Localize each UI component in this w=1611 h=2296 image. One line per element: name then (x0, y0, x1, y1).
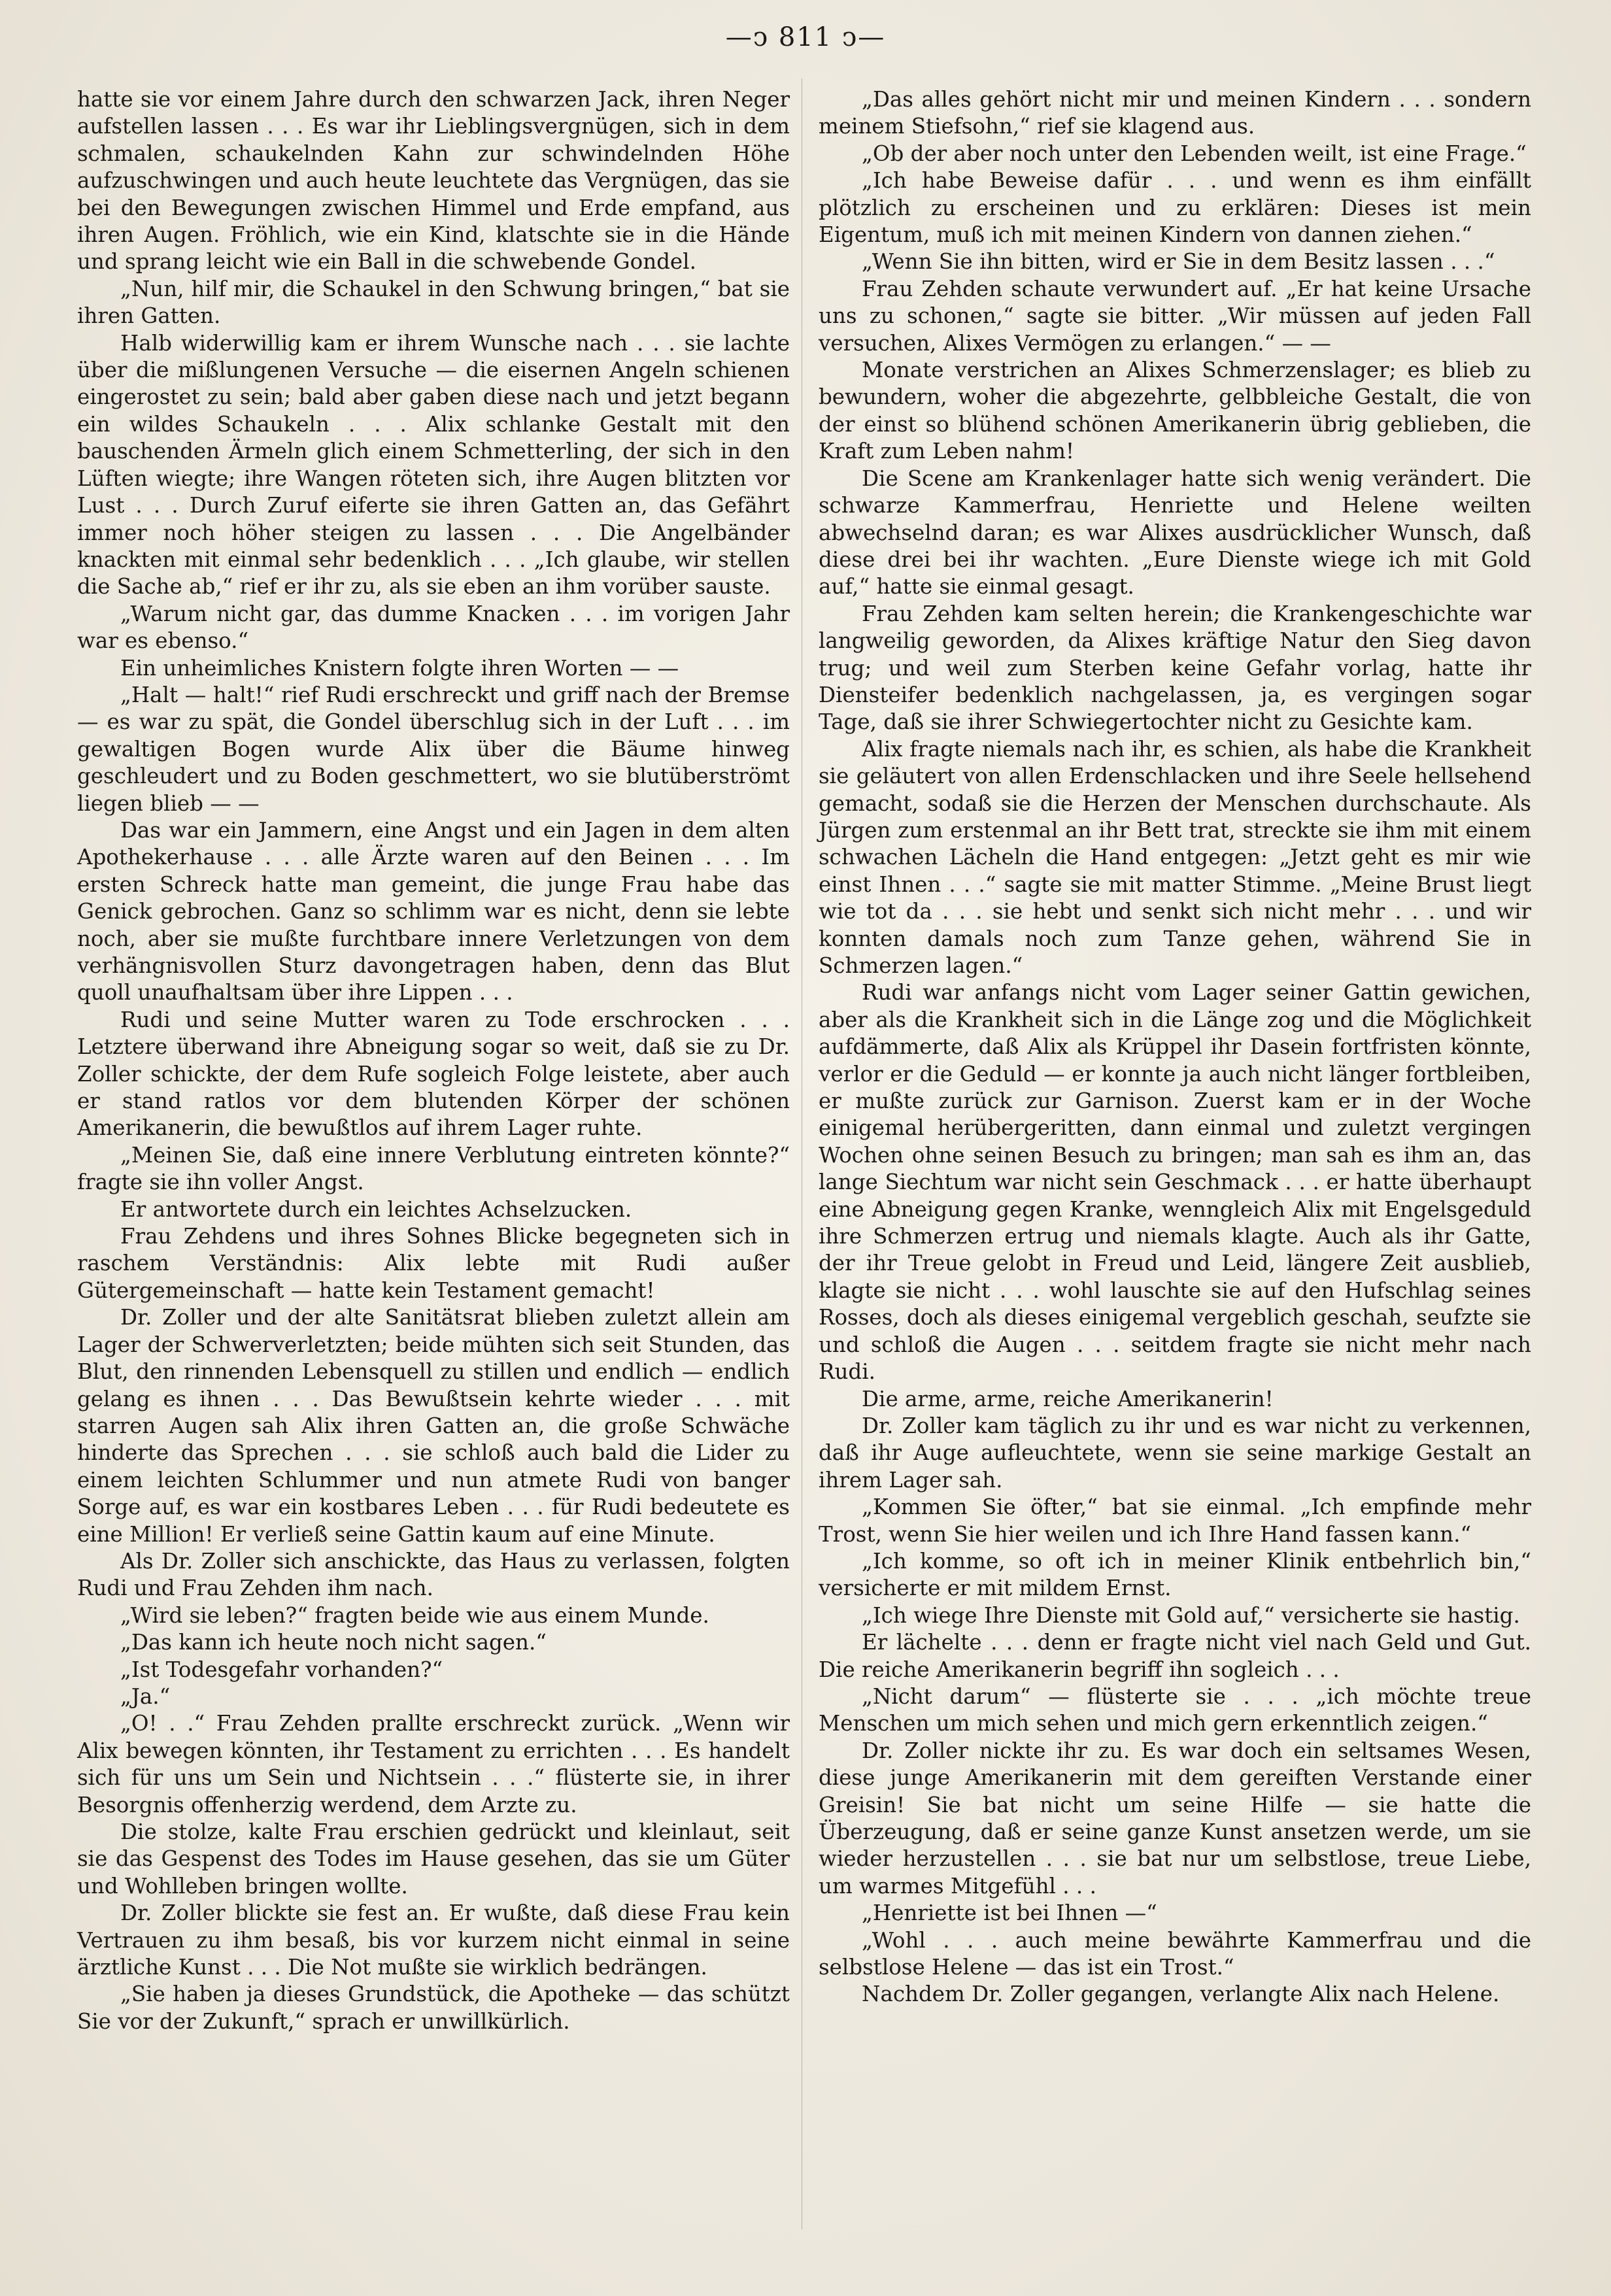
paragraph: „Das alles gehört nicht mir und meinen Kindern . . . sondern meinem Stiefsohn,“ rief sie klagend aus. (819, 87, 1531, 139)
paragraph: Frau Zehden schaute verwundert auf. „Er hat keine Ursache uns zu schonen,“ sagte sie bitter. „Wir müssen auf jeden Fall versuchen, Alixes Vermögen zu erlangen.“ — — (819, 276, 1531, 356)
paragraph: Dr. Zoller kam täglich zu ihr und es war nicht zu verkennen, daß ihr Auge aufleuchtete, wenn sie seine markige Gestalt an ihrem Lager sah. (819, 1413, 1531, 1493)
paragraph: Halb widerwillig kam er ihrem Wunsche nach . . . sie lachte über die mißlungenen Versuche — die eisernen Angeln schienen eingerostet zu sein; bald aber gaben diese nach und jetzt begann ein wildes Schaukeln . . . Alix schlanke Gestalt mit den bauschenden Ärmeln glich einem Schmetterling, der sich in den Lüften wiegte; ihre Wangen röteten sich, ihre Augen blitzten vor Lust . . . Durch Zuruf eiferte sie ihren Gatten an, das Gefährt immer noch höher steigen zu lassen . . . Die Angelbänder knackten mit einmal sehr bedenklich . . . „Ich glaube, wir stellen die Sache ab,“ rief er ihr zu, als sie eben an ihm vorüber sauste. (77, 330, 790, 599)
paragraph: „Henriette ist bei Ihnen —“ (862, 1900, 1157, 1926)
paragraph: „Warum nicht gar, das dumme Knacken . . . im vorigen Jahr war es ebenso.“ (77, 601, 790, 654)
paragraph: Die Scene am Krankenlager hatte sich wenig verändert. Die schwarze Kammerfrau, Henriette und Helene weilten abwechselnd daran; es war Alixes ausdrücklicher Wunsch, daß diese drei bei ihr wachten. „Eure Dienste wiege ich mit Gold auf,“ hatte sie einmal gesagt. (819, 465, 1531, 599)
paragraph: Monate verstrichen an Alixes Schmerzenslager; es blieb zu bewundern, woher die abgezehrte, gelbbleiche Gestalt, die von der einst so blühend schönen Amerikanerin übrig geblieben, die Kraft zum Leben nahm! (819, 358, 1531, 464)
paragraph: Er antwortete durch ein leichtes Achselzucken. (120, 1196, 632, 1222)
paragraph: „Das kann ich heute noch nicht sagen.“ (120, 1630, 547, 1655)
paragraph: „Sie haben ja dieses Grundstück, die Apotheke — das schützt Sie vor der Zukunft,“ sprach er unwillkürlich. (77, 1982, 790, 2034)
paragraph: Als Dr. Zoller sich anschickte, das Haus zu verlassen, folgten Rudi und Frau Zehden ihm nach. (77, 1548, 790, 1601)
paragraph: „Ich komme, so oft ich in meiner Klinik entbehrlich bin,“ versicherte er mit mildem Ernst. (819, 1548, 1531, 1601)
paragraph: Die stolze, kalte Frau erschien gedrückt und kleinlaut, seit sie das Gespenst des Todes im Hause gesehen, das sie um Güter und Wohlleben bringen wollte. (77, 1819, 790, 1899)
paragraph: „Ja.“ (120, 1683, 171, 1709)
paragraph: „Ich wiege Ihre Dienste mit Gold auf,“ versicherte sie hastig. (862, 1602, 1520, 1628)
paragraph: „Halt — halt!“ rief Rudi erschreckt und griff nach der Bremse — es war zu spät, die Gondel überschlug sich in der Luft . . . im gewaltigen Bogen wurde Alix über die Bäume hinweg geschleudert und zu Boden geschmettert, wo sie blutüberströmt liegen blieb — — (77, 682, 790, 816)
paragraph: Dr. Zoller nickte ihr zu. Es war doch ein seltsames Wesen, diese junge Amerikanerin mit dem gereiften Verstande einer Greisin! Sie bat nicht um seine Hilfe — sie hatte die Überzeugung, daß er seine ganze Kunst ansetzen werde, um sie wieder herzustellen . . . sie bat nur um selbstlose, treue Liebe, um warmes Mitgefühl . . . (819, 1738, 1531, 1899)
paragraph: Dr. Zoller blickte sie fest an. Er wußte, daß diese Frau kein Vertrauen zu ihm besaß, bis vor kurzem nicht einmal in seine ärztliche Kunst . . . Die Not mußte sie wirklich bedrängen. (77, 1900, 790, 1980)
paragraph: hatte sie vor einem Jahre durch den schwarzen Jack, ihren Neger aufstellen lassen . . . Es war ihr Lieblingsvergnügen, sich in dem schmalen, schaukelnden Kahn zur schwindelnden Höhe aufzuschwingen und auch heute leuchtete das Vergnügen, das sie bei den Bewegungen zwischen Himmel und Erde empfand, aus ihren Augen. Fröhlich, wie ein Kind, klatschte sie in die Hände und sprang leicht wie ein Ball in die schwebende Gondel. (77, 87, 790, 275)
paragraph: Ein unheimliches Knistern folgte ihren Worten — — (120, 655, 679, 681)
paragraph: „Ich habe Beweise dafür . . . und wenn es ihm einfällt plötzlich zu erscheinen und zu erklären: Dieses ist mein Eigentum, muß ich mit meinen Kindern von dannen ziehen.“ (819, 168, 1531, 248)
paragraph: Dr. Zoller und der alte Sanitätsrat blieben zuletzt allein am Lager der Schwerverletzten; beide mühten sich seit Stunden, das Blut, den rinnenden Lebensquell zu stillen und endlich — endlich gelang es ihnen . . . Das Bewußtsein kehrte wieder . . . mit starren Augen sah Alix ihren Gatten an, die große Schwäche hinderte das Sprechen . . . sie schloß auch bald die Lider zu einem leichten Schlummer und nun atmete Rudi von banger Sorge auf, es war ein kostbares Leben . . . für Rudi bedeutete es eine Million! Er verließ seine Gattin kaum auf eine Minute. (77, 1305, 790, 1547)
paragraph: Er lächelte . . . denn er fragte nicht viel nach Geld und Gut. Die reiche Amerikanerin begriff ihn sogleich . . . (819, 1630, 1531, 1682)
left-column (77, 86, 790, 2035)
paragraph: Nachdem Dr. Zoller gegangen, verlangte Alix nach Helene. (862, 1982, 1500, 2007)
paragraph: Frau Zehden kam selten herein; die Krankengeschichte war langweilig geworden, da Alixes kräftige Natur den Sieg davon trug; und weil zum Sterben keine Gefahr vorlag, hatte ihr Diensteifer bedenklich nachgelassen, ja, es vergingen sogar Tage, daß sie ihrer Schwiegertochter nicht zu Gesichte kam. (819, 601, 1531, 735)
paragraph: „Wohl . . . auch meine bewährte Kammerfrau und die selbstlose Helene — das ist ein Trost.“ (819, 1927, 1531, 1980)
paragraph: „Nun, hilf mir, die Schaukel in den Schwung bringen,“ bat sie ihren Gatten. (77, 276, 790, 329)
paragraph: Die arme, arme, reiche Amerikanerin! (862, 1386, 1274, 1411)
paragraph: Frau Zehdens und ihres Sohnes Blicke begegneten sich in raschem Verständnis: Alix lebte mit Rudi außer Gütergemeinschaft — hatte kein Testament gemacht! (77, 1224, 790, 1303)
paragraph: „Wenn Sie ihn bitten, wird er Sie in dem Besitz lassen . . .“ (862, 249, 1495, 275)
paragraph: „O! . .“ Frau Zehden prallte erschreckt zurück. „Wenn wir Alix bewegen könnten, ihr Testament zu errichten . . . Es handelt sich für uns um Sein und Nichtsein . . .“ flüsterte sie, in ihrer Besorgnis offenherzig werdend, dem Arzte zu. (77, 1711, 790, 1817)
paragraph: Das war ein Jammern, eine Angst und ein Jagen in dem alten Apothekerhause . . . alle Ärzte waren auf den Beinen . . . Im ersten Schreck hatte man gemeint, die junge Frau habe das Genick gebrochen. Ganz so schlimm war es nicht, denn sie lebte noch, aber sie mußte furchtbare innere Verletzungen von dem verhängnisvollen Sturz davongetragen haben, denn das Blut quoll unaufhaltsam über ihre Lippen . . . (77, 817, 790, 1005)
right-column (819, 86, 1531, 2008)
paragraph: Rudi und seine Mutter waren zu Tode erschrocken . . . Letztere überwand ihre Abneigung sogar so weit, daß sie zu Dr. Zoller schickte, der dem Rufe sogleich Folge leistete, aber auch er stand ratlos vor dem blutenden Körper der schönen Amerikanerin, die bewußtlos auf ihrem Lager ruhte. (77, 1007, 790, 1141)
paragraph: „Meinen Sie, daß eine innere Verblutung eintreten könnte?“ fragte sie ihn voller Angst. (77, 1142, 790, 1195)
paragraph: Alix fragte niemals nach ihr, es schien, als habe die Krankheit sie geläutert von allen Erdenschlacken und ihre Seele hellsehend gemacht, sodaß sie die Herzen der Menschen durchschaute. Als Jürgen zum erstenmal an ihr Bett trat, streckte sie ihm mit einem schwachen Lächeln die Hand entgegen: „Jetzt geht es mir wie einst Ihnen . . .“ sagte sie mit matter Stimme. „Meine Brust liegt wie tot da . . . sie hebt und senkt sich nicht mehr . . . und wir konnten damals noch zum Tanze gehen, während Sie in Schmerzen lagen.“ (819, 736, 1531, 978)
page-number: —ↄ 811 ↄ— (725, 22, 886, 52)
paragraph: Rudi war anfangs nicht vom Lager seiner Gattin gewichen, aber als die Krankheit sich in die Länge zog und die Möglichkeit aufdämmerte, daß Alix als Krüppel ihr Dasein fortfristen könnte, verlor er die Geduld — er konnte ja auch nicht länger fortbleiben, er mußte zurück zur Garnison. Zuerst kam er in der Woche einigemal herübergeritten, dann einmal und zuletzt vergingen Wochen ohne seinen Besuch zu bringen; man sah es ihm an, das lange Siechtum war nicht sein Geschmack . . . er hatte überhaupt eine Abneigung gegen Kranke, wenngleich Alix mit Engelsgeduld ihre Schmerzen ertrug und niemals klagte. Auch als ihr Gatte, der ihr Treue gelobt in Freud und Leid, längere Zeit ausblieb, klagte sie nicht . . . wohl lauschte sie auf den Hufschlag seines Rosses, doch als dieses einigemal vergeblich geschah, seufzte sie und schloß die Augen . . . seitdem fragte sie nicht mehr nach Rudi. (819, 980, 1531, 1385)
paragraph: „Nicht darum“ — flüsterte sie . . . „ich möchte treue Menschen um mich sehen und mich gern erkenntlich zeigen.“ (819, 1683, 1531, 1736)
paragraph: „Ob der aber noch unter den Lebenden weilt, ist eine Frage.“ (862, 141, 1527, 166)
paragraph: „Wird sie leben?“ fragten beide wie aus einem Munde. (120, 1602, 709, 1628)
paragraph: „Ist Todesgefahr vorhanden?“ (120, 1657, 443, 1682)
paragraph: „Kommen Sie öfter,“ bat sie einmal. „Ich empfinde mehr Trost, wenn Sie hier weilen und ich Ihre Hand fassen kann.“ (819, 1494, 1531, 1547)
